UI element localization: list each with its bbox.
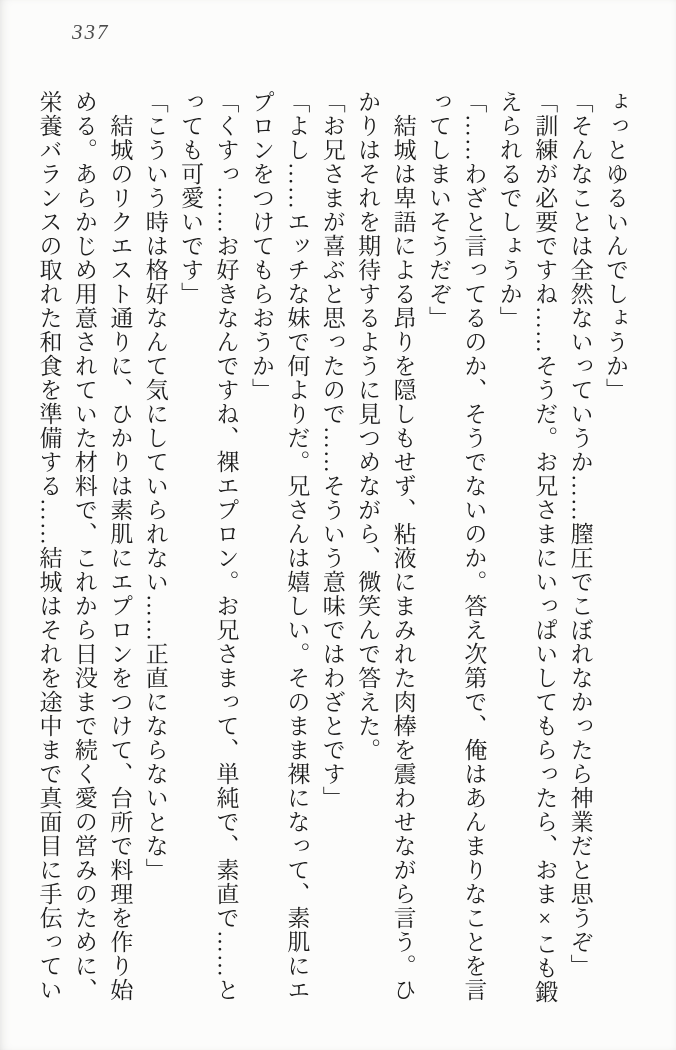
text-line: プロンをつけてもらおうか」	[248, 90, 274, 402]
text-line: 「お兄さまが喜ぶと思ったので……そういう意味ではわざとです」	[319, 90, 345, 810]
text-line: 「訓練が必要ですね……そうだ。お兄さまにいっぱいしてもらったら、おま×こも鍛	[532, 90, 558, 1004]
text-line: 「こういう時は格好なんて気にしていられない……正直にならないとな」	[142, 90, 168, 882]
text-line: 「くすっ……お好きなんですね、裸エプロン。お兄さまって、単純で、素直で……と	[213, 90, 239, 1002]
text-line: ょっとゆるいんでしょうか」	[603, 90, 628, 402]
text-line: める。あらかじめ用意されていた材料で、これから日没まで続く愛の営みのために、	[71, 90, 97, 1002]
text-line: 結城は卑語による昂りを隠しもせず、粘液にまみれた肉棒を震わせながら言う。ひ	[390, 90, 416, 1002]
text-line: えられるでしょうか」	[496, 90, 522, 330]
text-line: かりはそれを期待するように見つめながら、微笑んで答えた。	[355, 90, 381, 762]
text-line: 「……わざと言ってるのか、そうでないのか。答え次第で、俺はあんまりなことを言	[461, 90, 487, 1002]
text-line: 「よし……エッチな妹で何よりだ。兄さんは嬉しい。そのまま裸になって、素肌にエ	[284, 90, 310, 1002]
vertical-text-block	[31, 90, 633, 1002]
page-number: 337	[72, 20, 110, 44]
text-line: 栄養バランスの取れた和食を準備する……結城はそれを途中まで真面目に手伝ってい	[36, 90, 62, 1002]
text-line: 「そんなことは全然ないっていうか……膣圧でこぼれなかったら神業だと思うぞ」	[567, 90, 593, 978]
text-line: 結城のリクエスト通りに、ひかりは素肌にエプロンをつけて、台所で料理を作り始	[107, 90, 133, 1002]
text-line: ってしまいそうだぞ」	[425, 90, 451, 330]
text-line: っても可愛いです」	[178, 90, 204, 306]
